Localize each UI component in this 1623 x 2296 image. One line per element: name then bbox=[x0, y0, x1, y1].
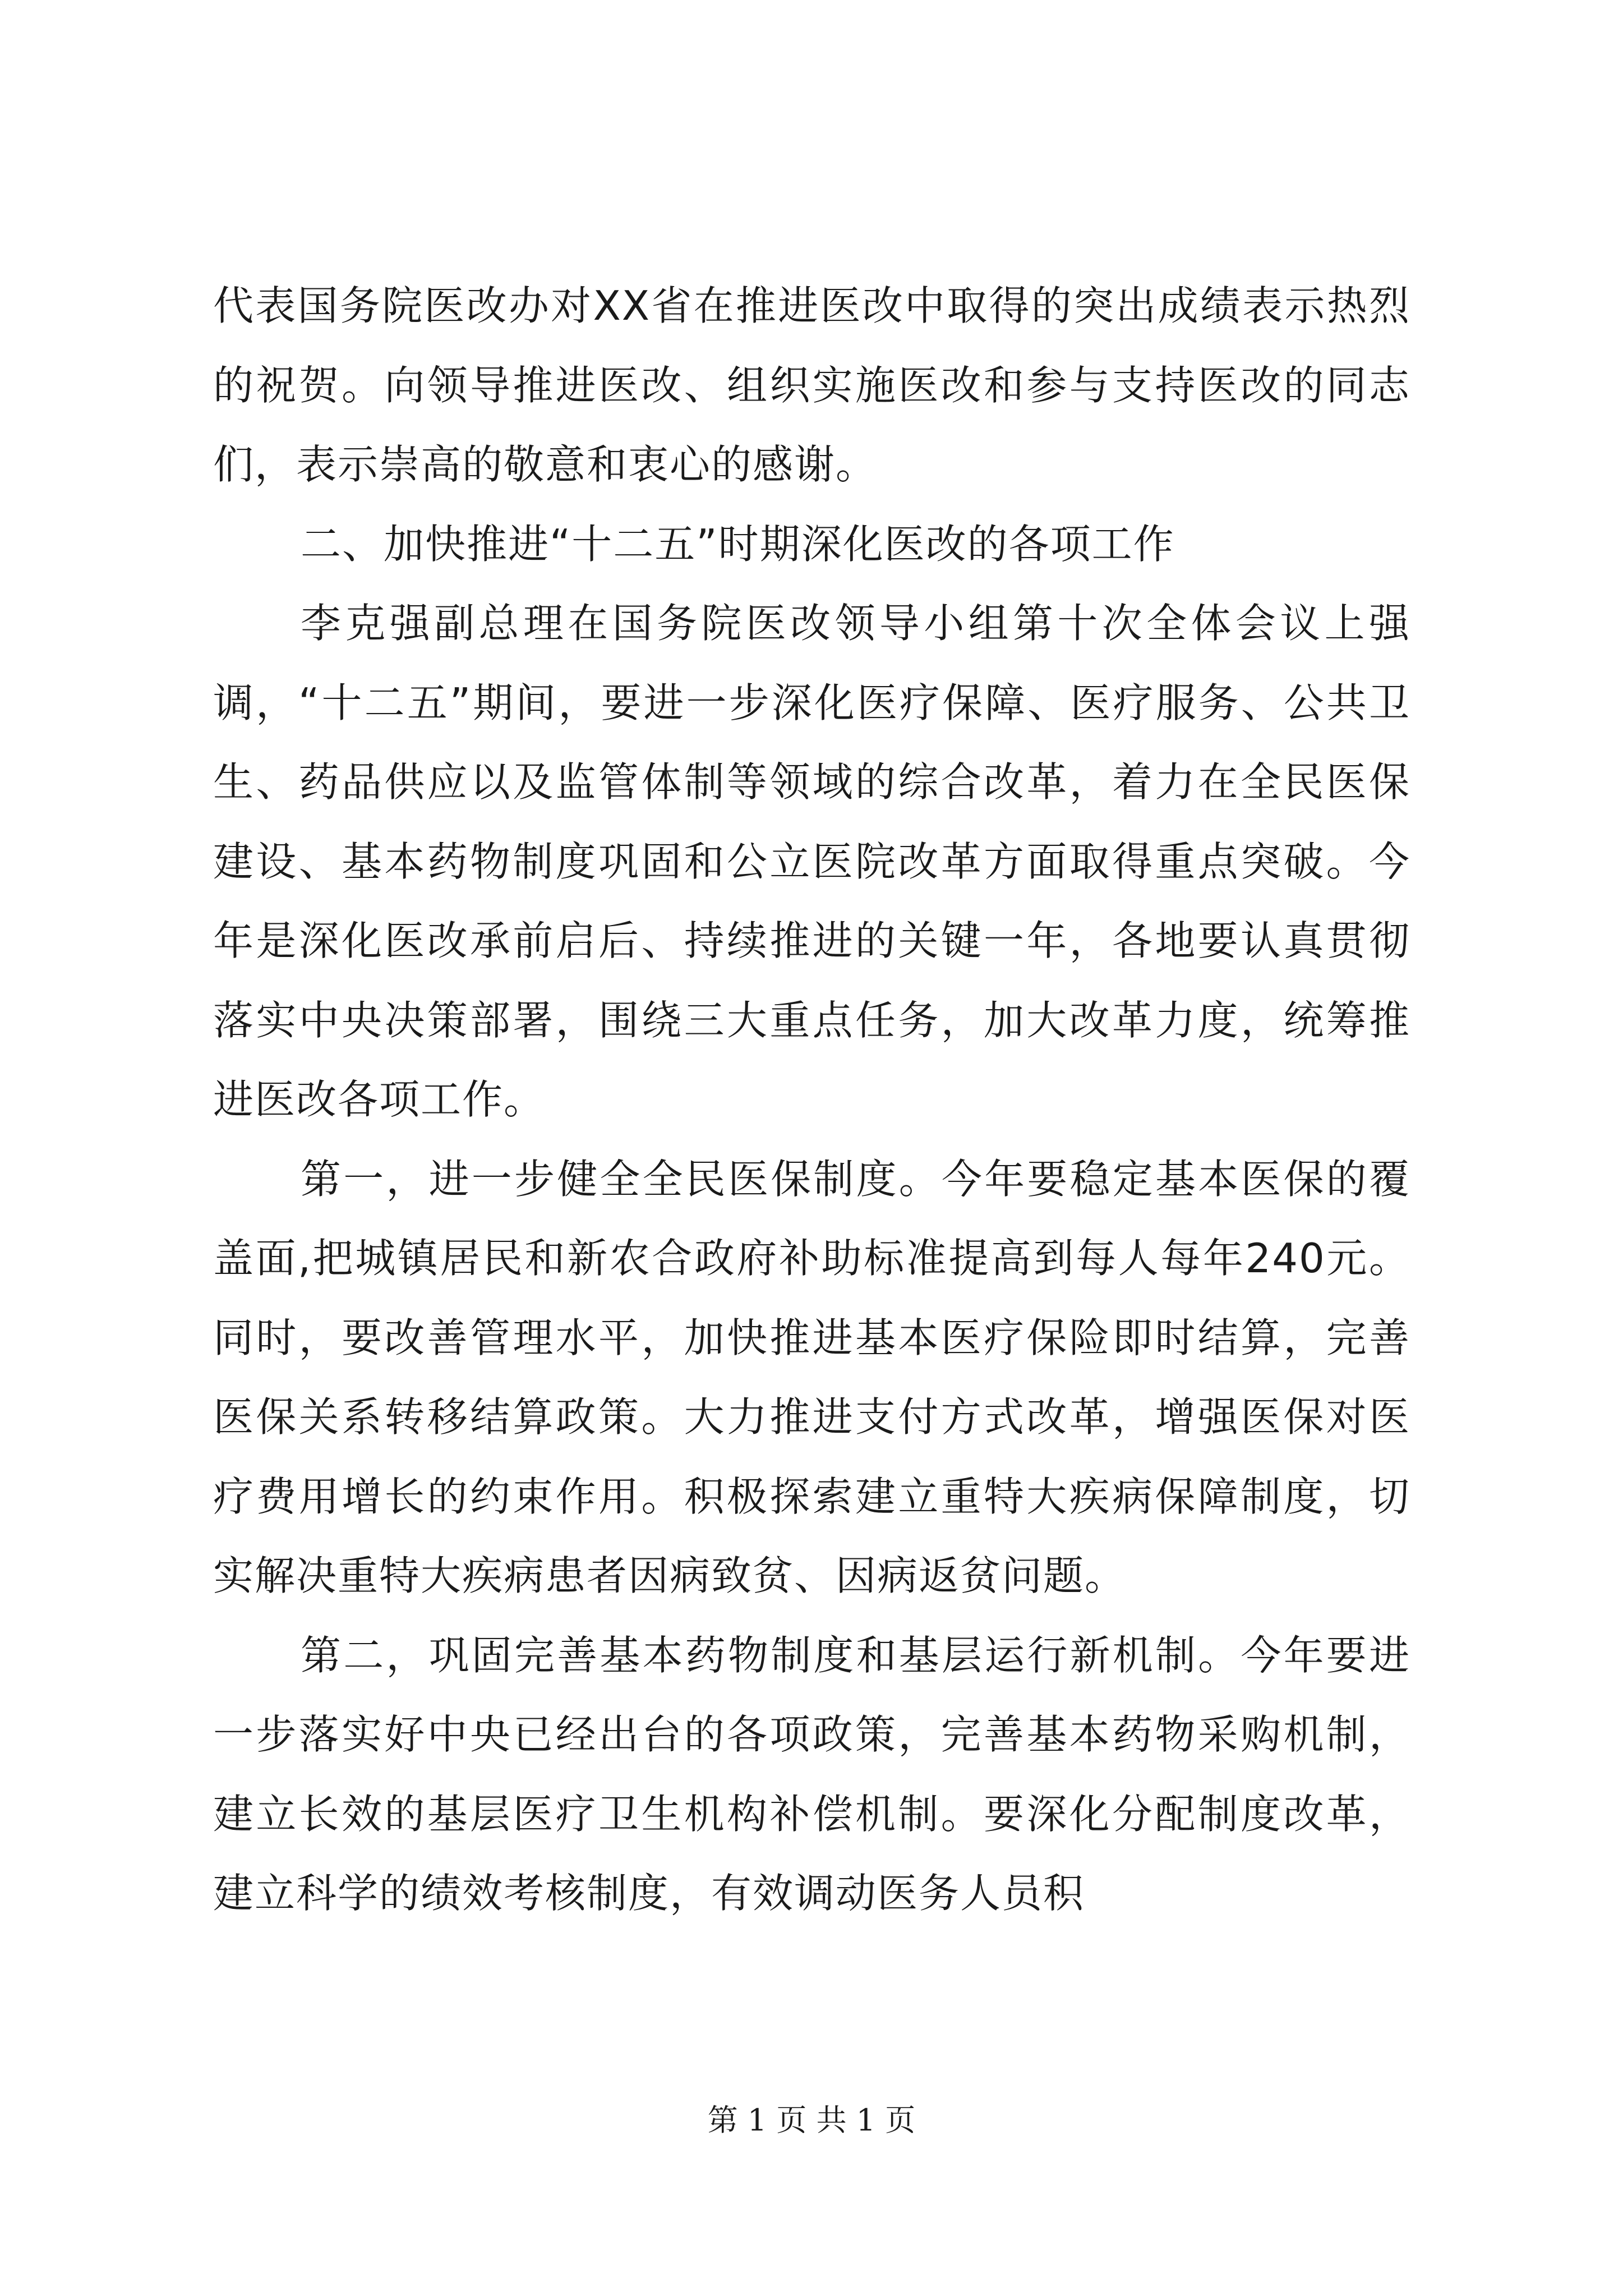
document-body bbox=[213, 266, 1410, 1934]
section-heading: 二、加快推进“十二五”时期深化医改的各项工作 bbox=[301, 520, 1175, 568]
page-footer: 第 1 页 共 1 页 bbox=[707, 2102, 916, 2138]
paragraph-first-point: 第一，进一步健全全民医保制度。今年要稳定基本医保的覆盖面,把城镇居民和新农合政府补助标准提高到每人每年240元。同时，要改善管理水平，加快推进基本医疗保险即时结算，完善医保关系转移结算政策。大力推进支付方式改革，增强医保对医疗费用增长的约束作用。积极探索建立重特大疾病保障制度，切实解决重特大疾病患者因病致贫、因病返贫问题。 bbox=[213, 1155, 1410, 1599]
paragraph-intro: 李克强副总理在国务院医改领导小组第十次全体会议上强调，“十二五”期间，要进一步深化医疗保障、医疗服务、公共卫生、药品供应以及监管体制等领域的综合改革，着力在全民医保建设、基本药物制度巩固和公立医院改革方面取得重点突破。今年是深化医改承前启后、持续推进的关键一年，各地要认真贯彻落实中央决策部署，围绕三大重点任务，加大改革力度，统筹推进医改各项工作。 bbox=[213, 600, 1410, 1123]
paragraph-congratulations: 代表国务院医改办对XX省在推进医改中取得的突出成绩表示热烈的祝贺。向领导推进医改、组织实施医改和参与支持医改的同志们，表示崇高的敬意和衷心的感谢。 bbox=[213, 282, 1410, 488]
paragraph-second-point: 第二，巩固完善基本药物制度和基层运行新机制。今年要进一步落实好中央已经出台的各项政策，完善基本药物采购机制，建立长效的基层医疗卫生机构补偿机制。要深化分配制度改革，建立科学的绩效考核制度，有效调动医务人员积 bbox=[213, 1631, 1410, 1917]
